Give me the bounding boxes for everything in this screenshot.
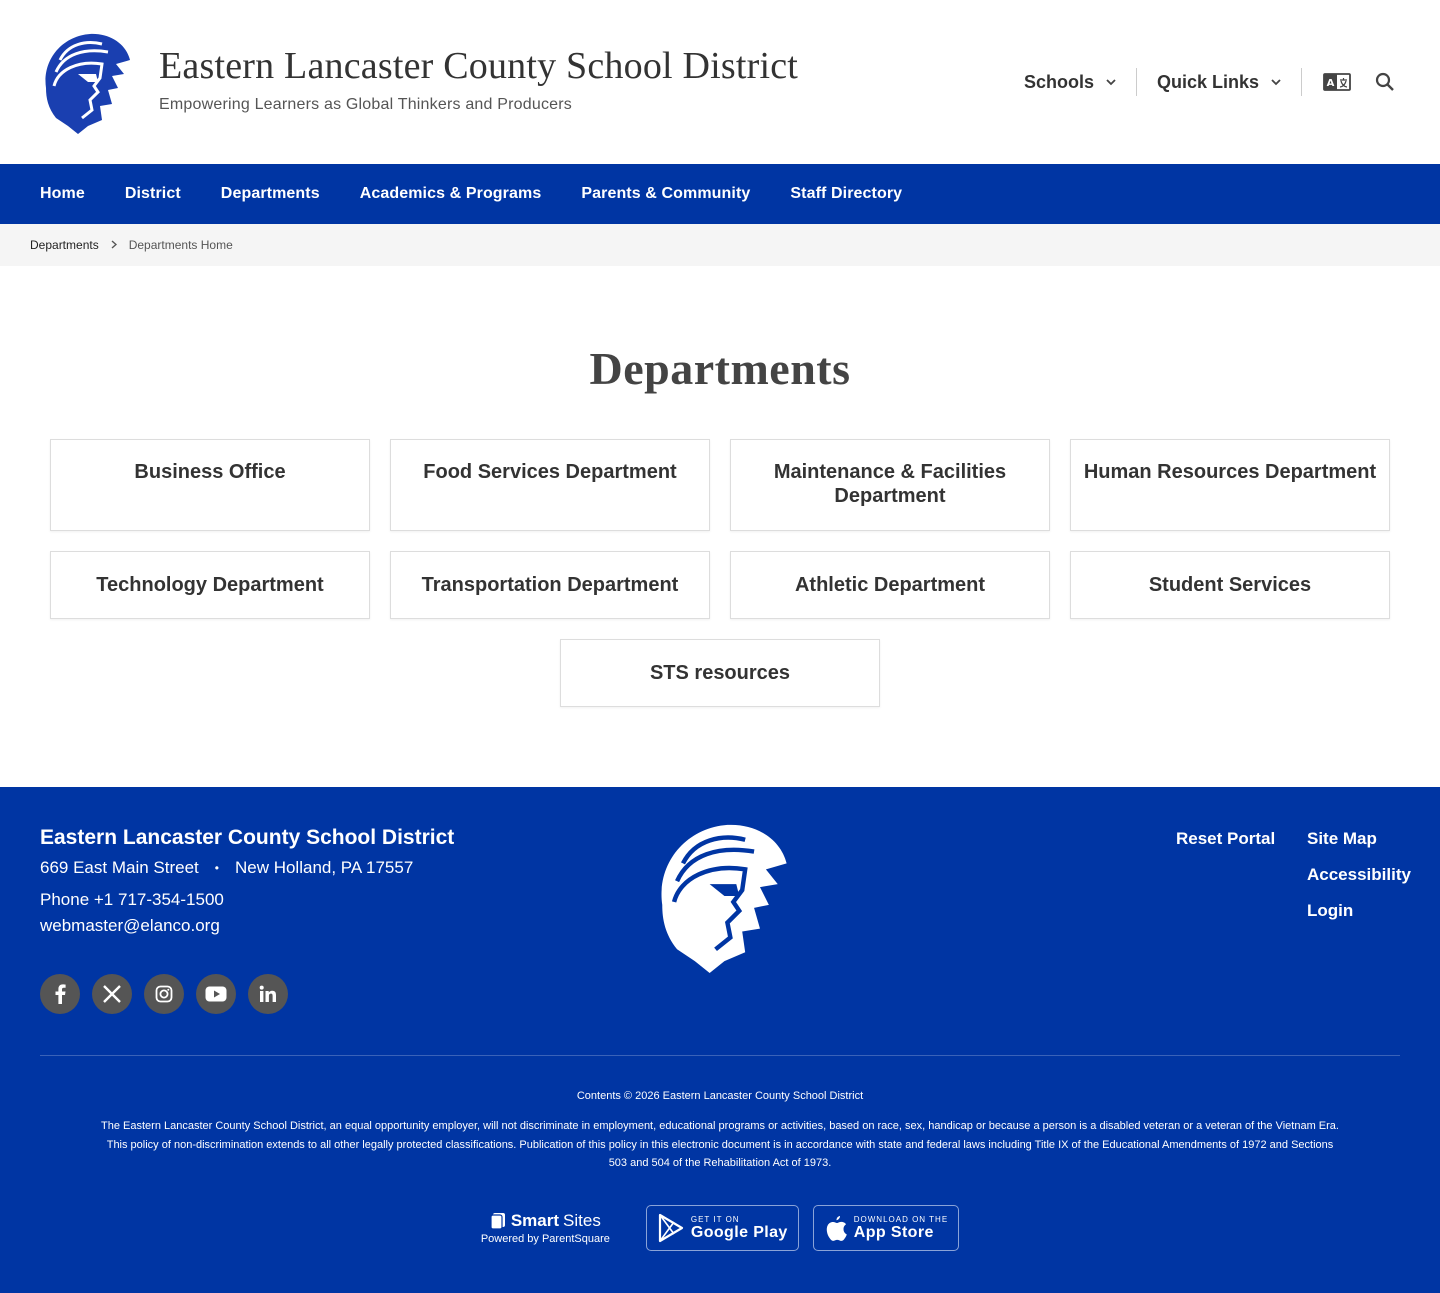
chevron-right-icon xyxy=(111,238,117,252)
department-card-student-services[interactable] xyxy=(1070,551,1390,619)
quick-links-label: Quick Links xyxy=(1156,71,1259,92)
apple-icon xyxy=(824,1214,848,1242)
breadcrumb-current: Departments Home xyxy=(128,238,233,252)
card-label: Transportation Department xyxy=(421,574,679,596)
smartsites-icon xyxy=(490,1212,506,1230)
app-store-big: App Store xyxy=(853,1224,934,1241)
nav-item-district[interactable]: District xyxy=(124,185,181,202)
footer-city: New Holland, PA 17557 xyxy=(234,858,414,877)
disclaimer-line: This policy of non-discrimination extends to all other legally protected classifications. Publication of this policy in this electronic document is in accordance with state and federal laws including Title IX of the Educational Amendments of 1972 and Sections xyxy=(106,1138,1334,1151)
app-store-badge[interactable] xyxy=(813,1205,959,1251)
facebook-icon[interactable] xyxy=(40,974,80,1014)
app-store-small: DOWNLOAD ON THE xyxy=(853,1215,949,1224)
breadcrumb xyxy=(0,224,1440,266)
footer-copyright: Contents © 2026 Eastern Lancaster County School District xyxy=(576,1090,864,1102)
footer-spartan-logo xyxy=(650,819,790,973)
footer-links-col-1 xyxy=(1176,829,1275,865)
department-card-athletic[interactable] xyxy=(730,551,1050,619)
footer-link-accessibility[interactable]: Accessibility xyxy=(1307,865,1411,884)
schools-label: Schools xyxy=(1023,71,1094,92)
spartan-logo[interactable] xyxy=(38,30,132,134)
schools-dropdown[interactable] xyxy=(1004,72,1136,93)
footer-phone[interactable]: Phone +1 717-354-1500 xyxy=(40,890,224,909)
department-card-human-resources[interactable] xyxy=(1070,439,1390,531)
smartsites-name-bold: Smart xyxy=(510,1211,560,1230)
search-icon[interactable] xyxy=(1370,67,1400,97)
card-label: Athletic Department xyxy=(794,574,986,596)
department-card-sts-resources[interactable] xyxy=(560,639,880,707)
address-separator: • xyxy=(214,861,219,875)
nav-item-departments[interactable]: Departments xyxy=(220,185,320,202)
footer-badges xyxy=(0,1205,1440,1251)
x-icon[interactable] xyxy=(92,974,132,1014)
department-card-food-services[interactable] xyxy=(390,439,710,531)
nav-item-staff-directory[interactable]: Staff Directory xyxy=(790,185,903,202)
footer-link-login[interactable]: Login xyxy=(1307,901,1354,920)
linkedin-icon[interactable] xyxy=(248,974,288,1014)
smartsites-badge[interactable] xyxy=(481,1211,610,1245)
chevron-down-icon xyxy=(1106,75,1116,89)
google-play-badge[interactable] xyxy=(646,1205,799,1251)
utility-nav xyxy=(1004,62,1400,102)
chevron-down-icon xyxy=(1271,75,1281,89)
department-card-maintenance-facilities[interactable] xyxy=(730,439,1050,531)
nav-item-academics-programs[interactable]: Academics & Programs xyxy=(359,185,542,202)
card-label: Technology Department xyxy=(96,574,324,596)
google-play-big: Google Play xyxy=(690,1224,788,1241)
card-label-line-2: Department xyxy=(834,485,946,507)
card-label: Business Office xyxy=(134,461,286,483)
footer-link-reset-portal[interactable]: Reset Portal xyxy=(1176,829,1276,848)
svg-text:A: A xyxy=(1326,78,1335,89)
youtube-icon[interactable] xyxy=(196,974,236,1014)
google-play-small: GET IT ON xyxy=(690,1215,740,1224)
smartsites-name-light: Sites xyxy=(563,1211,601,1230)
footer-address xyxy=(40,858,413,878)
quick-links-dropdown[interactable] xyxy=(1137,72,1301,93)
breadcrumb-departments[interactable]: Departments xyxy=(30,238,99,252)
footer-divider xyxy=(40,1055,1400,1056)
card-label: Food Services Department xyxy=(423,461,677,483)
site-title[interactable]: Eastern Lancaster County School District xyxy=(159,45,799,87)
site-header xyxy=(0,0,1440,164)
utility-divider xyxy=(1301,68,1302,96)
page-title: Departments xyxy=(589,343,851,394)
main-nav xyxy=(0,164,1440,224)
disclaimer-line: The Eastern Lancaster County School District, an equal opportunity employer, will not discriminate in employment, educational programs or activities, based on race, sex, handicap or because a person is a disabled veteran or a veteran of the Vietnam Era. xyxy=(101,1120,1339,1132)
site-tagline: Empowering Learners as Global Thinkers and Producers xyxy=(159,96,572,113)
translate-icon[interactable] xyxy=(1322,67,1352,97)
google-play-icon xyxy=(657,1213,685,1243)
smartsites-sub: Powered by ParentSquare xyxy=(480,1233,610,1245)
footer-district-name: Eastern Lancaster County School District xyxy=(40,826,455,849)
site-footer xyxy=(0,787,1440,1293)
nav-item-parents-community[interactable]: Parents & Community xyxy=(581,185,751,202)
card-label: Student Services xyxy=(1148,574,1312,596)
footer-link-site-map[interactable]: Site Map xyxy=(1307,829,1377,848)
social-links xyxy=(40,974,300,1014)
card-label-line-1: Maintenance & Facilities xyxy=(773,461,1007,483)
disclaimer-line: 503 and 504 of the Rehabilitation Act of 1973. xyxy=(608,1157,832,1169)
footer-disclaimer xyxy=(40,1117,1400,1173)
department-card-transportation[interactable] xyxy=(390,551,710,619)
card-label: Human Resources Department xyxy=(1083,461,1377,483)
instagram-icon[interactable] xyxy=(144,974,184,1014)
footer-email[interactable]: webmaster@elanco.org xyxy=(40,916,220,935)
department-card-technology[interactable] xyxy=(50,551,370,619)
footer-links-col-2 xyxy=(1307,829,1411,937)
card-label: STS resources xyxy=(649,662,791,684)
main-content xyxy=(0,266,1440,787)
department-card-business-office[interactable] xyxy=(50,439,370,531)
footer-street: 669 East Main Street xyxy=(40,858,199,877)
nav-item-home[interactable]: Home xyxy=(40,185,85,202)
